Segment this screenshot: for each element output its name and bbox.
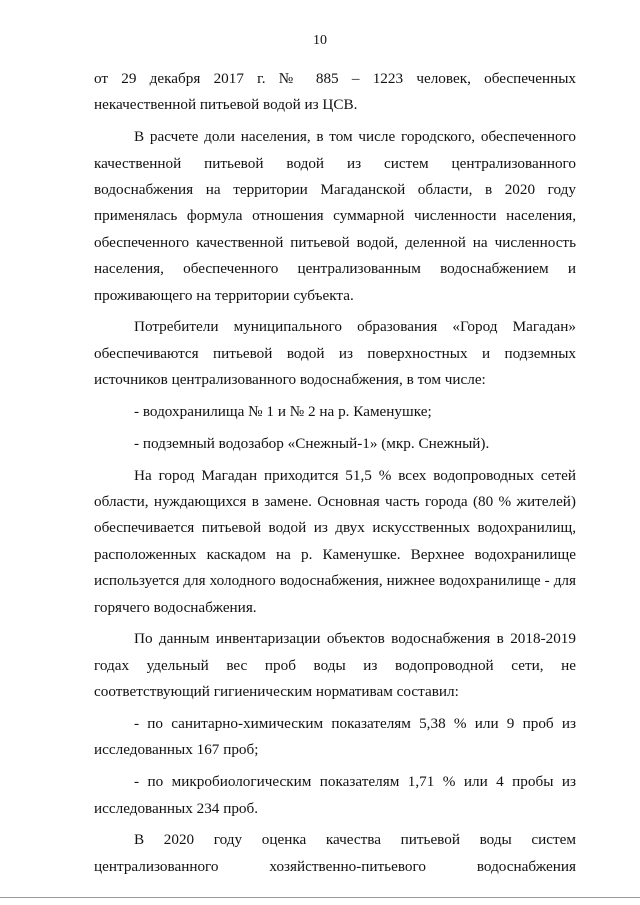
paragraph-inventory-data: По данным инвентаризации объектов водоснабжения в 2018-2019 годах удельный вес проб воды из водопроводной сети, не соответствующий гигиеническим нормативам составил: (94, 630, 576, 701)
paragraph-water-networks: На город Магадан приходится 51,5 % всех водопроводных сетей области, нуждающихся в замене. Основная часть города (80 % жителей) обеспечивается питьевой водой из двух искусственных водохранилищ, расположенных каскадом на р. Каменушке. Верхнее водохранилище используется для холодного водоснабжения, нижнее водохранилище - для горячего водоснабжения. (94, 466, 576, 616)
page-number: 10 (313, 33, 327, 48)
paragraph-consumers-magadan: Потребители муниципального образования «Город Магадан» обеспечиваются питьевой водой из поверхностных и подземных источников централизованного водоснабжения, в том числе: (94, 318, 576, 389)
paragraph-continuation: от 29 декабря 2017 г. № 885 – 1223 человек, обеспеченных некачественной питьевой водой из ЦСВ. (94, 70, 576, 114)
list-item-sanitary-chemical: - по санитарно-химическим показателям 5,38 % или 9 проб из исследованных 167 проб; (94, 715, 576, 759)
paragraph-quality-assessment: В 2020 году оценка качества питьевой воды систем централизованного хозяйственно-питьевого водоснабжения (94, 831, 576, 875)
list-item-snezhny-intake: - подземный водозабор «Снежный-1» (мкр. Снежный). (134, 434, 490, 452)
document-body (94, 66, 576, 886)
list-item-microbiological: - по микробиологическим показателям 1,71 % или 4 пробы из исследованных 234 проб. (94, 773, 576, 817)
list-item-reservoirs: - водохранилища № 1 и № 2 на р. Каменушке; (134, 403, 432, 421)
paragraph-population-share: В расчете доли населения, в том числе городского, обеспеченного качественной питьевой водой из систем централизованного водоснабжения на территории Магаданской области, в 2020 году применялась формула отношения суммарной численности населения, обеспеченного качественной питьевой водой, деленной на численность населения, обеспеченного централизованным водоснабжением и проживающего на территории субъекта. (94, 128, 576, 304)
page-bottom-divider (0, 897, 640, 898)
